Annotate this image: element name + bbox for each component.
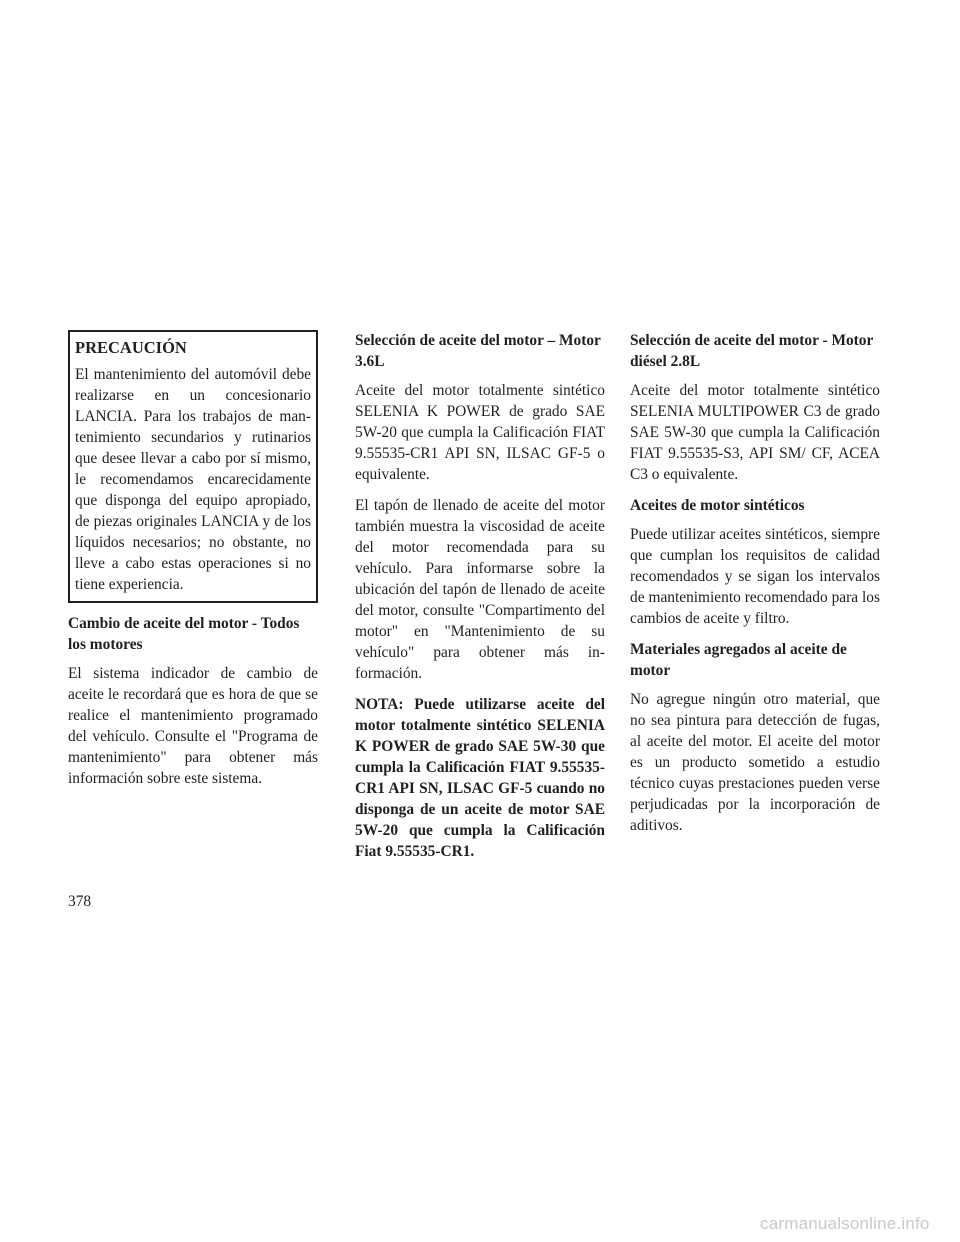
column-right — [630, 330, 880, 846]
engine-36l-note: NOTA: Puede utilizarse aceite del motor totalmente sintético SELENIA K POWER de grado SAE 5W-30 que cumpla la Calificación FIAT 9.55535-CR1 API SN, ILSAC GF-5 cuando no disponga de un aceite de motor SAE 5W-20 que cumpla la Calificación Fiat 9.55535-CR1. — [355, 696, 605, 860]
page-number: 378 — [68, 893, 92, 910]
additives-heading: Materiales agregados al aceite de motor — [630, 641, 847, 679]
synthetic-text: Puede utilizar aceites sintéticos, siempre que cumplan los requisitos de calidad recomendados y se sigan los intervalos de mantenimiento recomendado para los cambios de aceite y filtro. — [630, 526, 880, 627]
engine-36l-paragraph-1: Aceite del motor totalmente sintético SELENIA K POWER de grado SAE 5W-20 que cumpla la Calificación FIAT 9.55535-CR1 API SN, ILSAC GF-5 o equivalente. — [355, 382, 605, 483]
diesel-heading: Selección de aceite del motor - Motor diésel 2.8L — [630, 332, 874, 370]
additives-text: No agregue ningún otro material, que no sea pintura para detección de fugas, al aceite del motor. El aceite del motor es un producto sometido a estudio técnico cuyas prestaciones pueden verse perjudicadas por la incorporación de aditivos. — [630, 691, 880, 834]
engine-36l-heading: Selección de aceite del motor – Motor 3.6L — [355, 332, 601, 370]
caution-text: El mantenimiento del automóvil debe realizarse en un concesionario LANCIA. Para los trabajos de mantenimiento secundarios y rutinarios que desee llevar a cabo por sí mismo, le recomendamos encarecidamente que disponga del equipo apropiado, de piezas originales LANCIA y de los líquidos necesarios; no obstante, no lleve a cabo estas operaciones si no tiene experiencia. — [75, 366, 311, 593]
engine-36l-paragraph-2: El tapón de llenado de aceite del motor también muestra la viscosidad de aceite del motor recomendada para su vehículo. Para informarse sobre la ubicación del tapón de llenado de aceite del motor, consulte "Compartimento del motor" en "Mantenimiento de su vehículo" para obtener más información. — [355, 497, 605, 682]
caution-box — [68, 330, 318, 603]
synthetic-heading: Aceites de motor sintéticos — [630, 497, 805, 514]
oil-change-text: El sistema indicador de cambio de aceite le recordará que es hora de que se realice el mantenimiento programado del vehículo. Consulte el "Programa de mantenimiento" para obtener más información sobre este sistema. — [68, 665, 318, 787]
diesel-text: Aceite del motor totalmente sintético SELENIA MULTIPOWER C3 de grado SAE 5W-30 que cumpla la Calificación FIAT 9.55535-S3, API SM/ CF, ACEA C3 o equivalente. — [630, 382, 880, 483]
column-middle — [355, 330, 605, 872]
oil-change-heading: Cambio de aceite del motor - Todos los motores — [68, 615, 300, 653]
column-left — [68, 330, 318, 799]
caution-title: PRECAUCIÓN — [75, 338, 187, 357]
watermark: carmanualsonline.info — [760, 1214, 930, 1233]
